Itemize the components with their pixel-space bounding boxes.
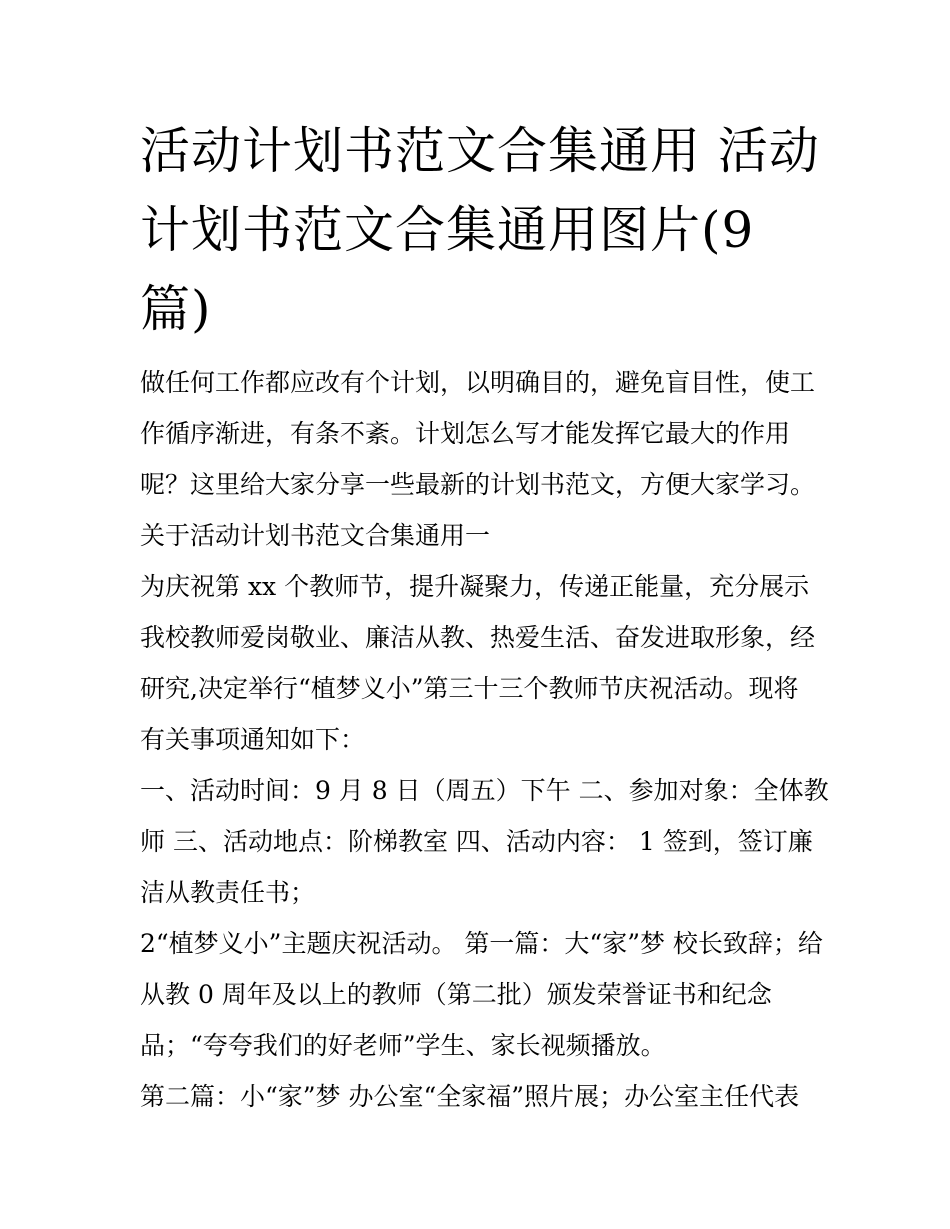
document-body [140, 357, 829, 1122]
title-line: 计划书范文合集通用图片(9 [140, 201, 755, 259]
body-line: 2“植梦义小”主题庆祝活动。 第一篇：大“家”梦 校长致辞；给 [140, 929, 823, 958]
body-line: 有关事项通知如下： [140, 725, 366, 754]
document-title [140, 112, 840, 349]
title-line: 活动计划书范文合集通用 活动 [140, 122, 820, 180]
body-line: 我校教师爱岗敬业、廉洁从教、热爱生活、奋发进取形象，经 [140, 623, 816, 652]
body-line: 从教 0 周年及以上的教师（第二批）颁发荣誉证书和纪念 [140, 980, 772, 1009]
body-line: 品；“夸夸我们的好老师”学生、家长视频播放。 [140, 1031, 666, 1060]
body-line: 研究,决定举行“植梦义小”第三十三个教师节庆祝活动。现将 [140, 674, 799, 703]
body-line: 一、活动时间：9 月 8 日（周五）下午 二、参加对象：全体教 [140, 776, 829, 805]
body-line: 作循序渐进，有条不紊。计划怎么写才能发挥它最大的作用 [140, 419, 791, 448]
body-line: 师 三、活动地点：阶梯教室 四、活动内容： 1 签到，签订廉 [140, 827, 813, 856]
body-line: 第二篇：小“家”梦 办公室“全家福”照片展；办公室主任代表 [140, 1082, 800, 1111]
section-heading: 关于活动计划书范文合集通用一 [140, 521, 491, 550]
body-line: 洁从教责任书； [140, 878, 316, 907]
body-line: 呢？这里给大家分享一些最新的计划书范文，方便大家学习。 [140, 470, 816, 499]
body-line: 为庆祝第 xx 个教师节，提升凝聚力，传递正能量，充分展示 [140, 572, 810, 601]
title-line: 篇) [140, 280, 212, 338]
body-line: 做任何工作都应改有个计划，以明确目的，避免盲目性，使工 [140, 368, 816, 397]
